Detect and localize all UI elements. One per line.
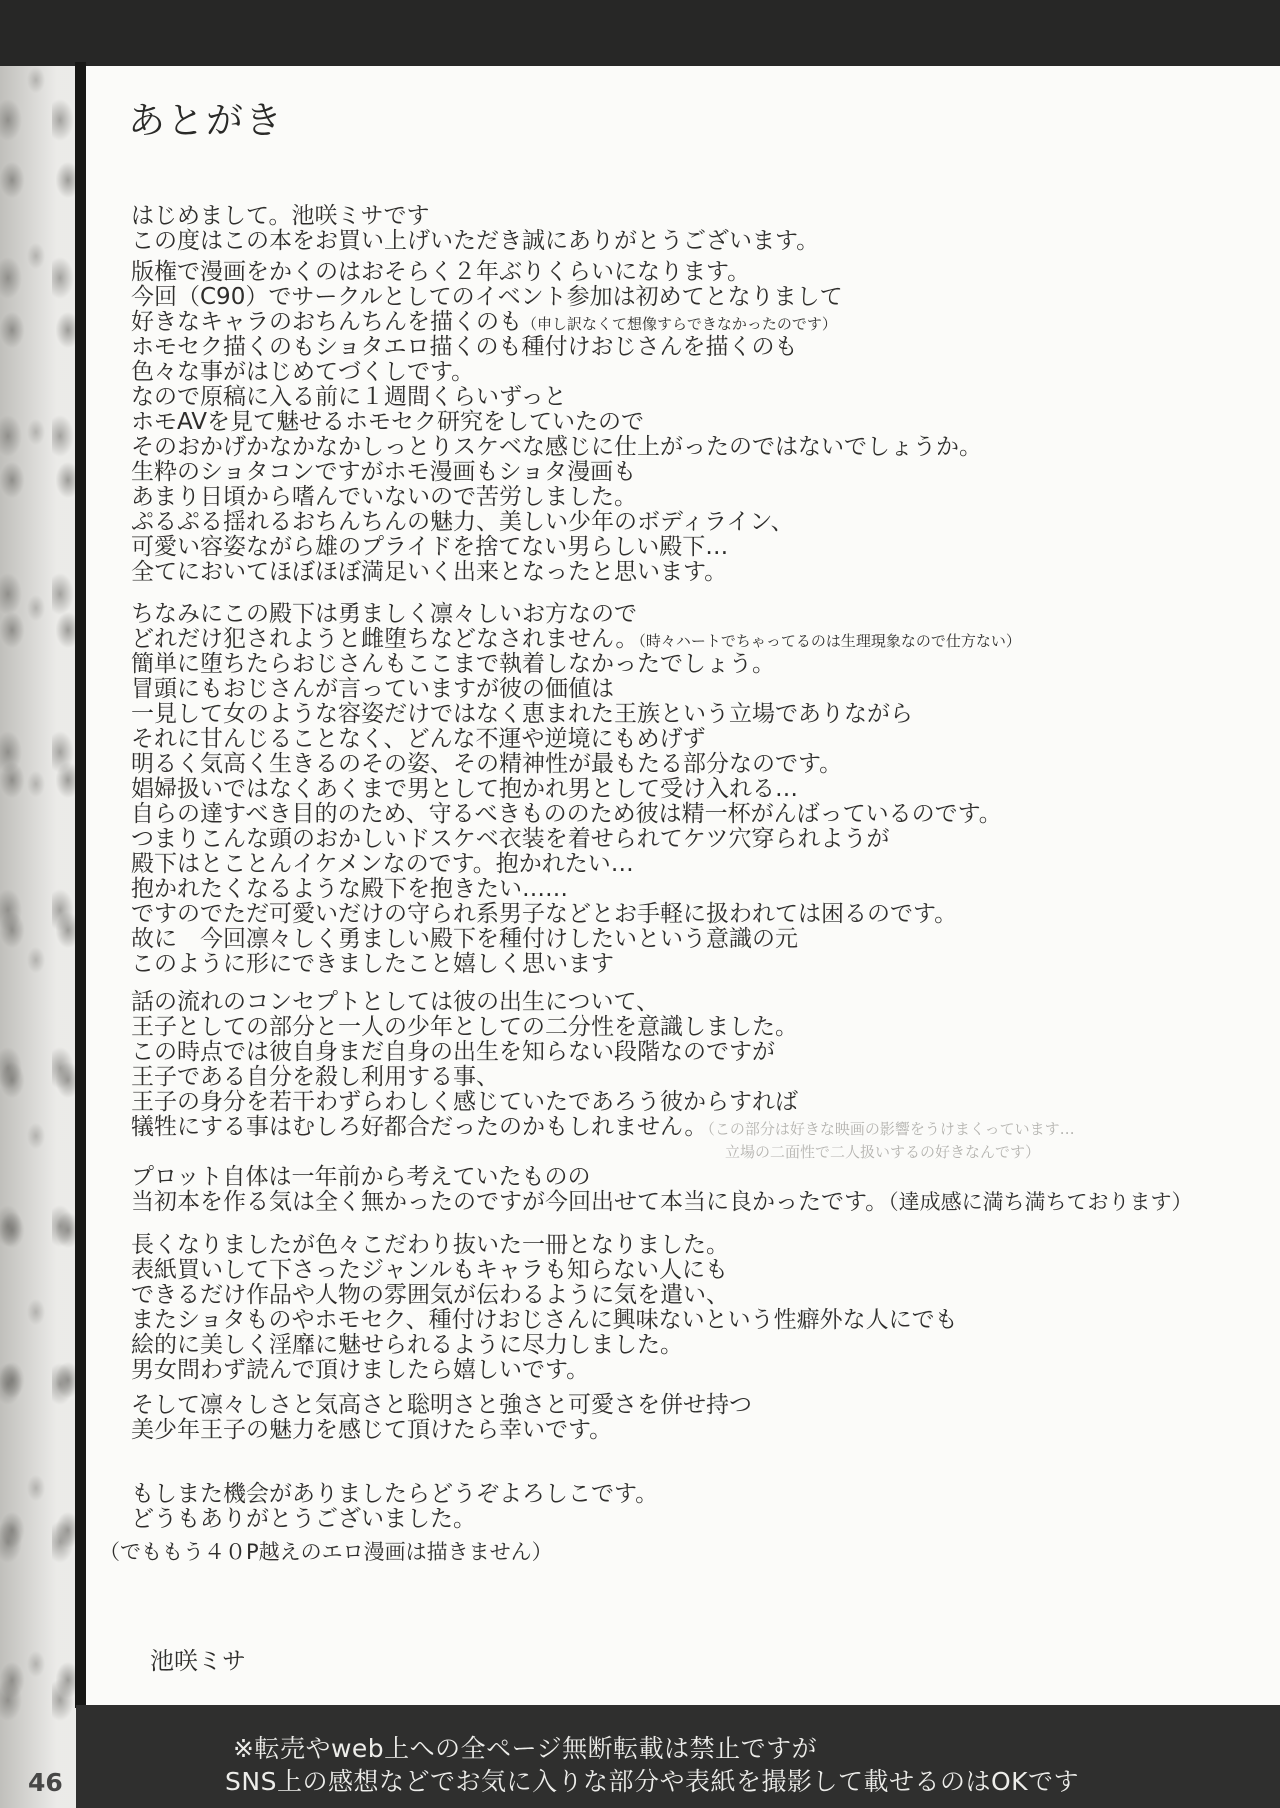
text-line: 簡単に堕ちたらおじさんもここまで執着しなかったでしょう。 xyxy=(131,651,775,677)
author-signature: 池咲ミサ xyxy=(150,1647,246,1675)
text-line: 生粋のショタコンですがホモ漫画もショタ漫画も xyxy=(131,459,637,485)
text-line: 版権で漫画をかくのはおそらく２年ぶりくらいになります。 xyxy=(131,259,751,285)
footer-notice-line: SNS上の感想などでお気に入りな部分や表紙を撮影して載せるのはOKです xyxy=(225,1767,1080,1796)
text-line: 話の流れのコンセプトとしては彼の出生について、 xyxy=(131,989,660,1015)
paragraph-greeting xyxy=(131,204,819,254)
text-line: 明るく気高く生きるのその姿、その精神性が最もたる部分なのです。 xyxy=(131,751,843,777)
text-line: この度はこの本をお買い上げいただき誠にありがとうございます。 xyxy=(131,228,820,254)
text-segment: 好きなキャラのおちんちんを描くのも xyxy=(131,309,522,335)
text-line: この時点では彼自身まだ自身の出生を知らない段階なのですが xyxy=(131,1039,775,1065)
text-line: つまりこんな頭のおかしいドスケベ衣装を着せられてケツ穴穿られようが xyxy=(131,826,890,852)
paragraph-charm xyxy=(131,1393,752,1443)
paragraph-closing xyxy=(99,1481,659,1565)
paragraph-book-effort xyxy=(131,1233,958,1383)
text-line: できるだけ作品や人物の雰囲気が伝わるように気を遣い、 xyxy=(131,1282,729,1308)
text-line: ちなみにこの殿下は勇ましく凛々しいお方なので xyxy=(131,601,637,627)
text-line: 男女問わず読んで頂けましたら嬉しいです。 xyxy=(131,1357,590,1383)
paragraph-firsts xyxy=(131,260,982,585)
text-line: 自らの達すべき目的のため、守るべきもののため彼は精一杯がんばっているのです。 xyxy=(131,801,1002,827)
text-line xyxy=(131,1190,1192,1215)
text-line: 美少年王子の魅力を感じて頂けたら幸いです。 xyxy=(131,1417,613,1443)
page-title: あとがき xyxy=(128,99,284,142)
text-line xyxy=(131,627,1021,652)
inline-faint-note: （この部分は好きな映画の影響をうけまくっています… xyxy=(707,1120,1075,1138)
paragraph-plot xyxy=(131,1165,1192,1215)
page-edge-texture xyxy=(0,0,76,1808)
text-line: どうもありがとうございました。 xyxy=(131,1506,476,1532)
text-line: 可愛い容姿ながら雄のプライドを捨てない男らしい殿下… xyxy=(131,534,729,560)
text-line: プロット自体は一年前から考えていたものの xyxy=(131,1164,591,1190)
paragraph-concept xyxy=(131,990,1075,1165)
text-line: ですのでただ可愛いだけの守られ系男子などとお手軽に扱われては困るのです。 xyxy=(131,901,958,927)
text-line: 色々な事がはじめてづくしです。 xyxy=(131,359,475,385)
text-line: そして凛々しさと気高さと聡明さと強さと可愛さを併せ持つ xyxy=(131,1392,752,1418)
text-line: 王子としての部分と一人の少年としての二分性を意識しました。 xyxy=(131,1014,798,1040)
text-line: 一見して女のような容姿だけではなく恵まれた王族という立場でありながら xyxy=(131,701,913,727)
inline-note: （達成感に満ち満ちております） xyxy=(888,1190,1193,1214)
text-line: 殿下はとことんイケメンなのです。抱かれたい… xyxy=(131,851,634,877)
text-line: 冒頭にもおじさんが言っていますが彼の価値は xyxy=(131,676,614,702)
text-line: そのおかげかなかなかしっとりスケベな感じに仕上がったのではないでしょうか。 xyxy=(131,434,982,460)
text-line: 表紙買いして下さったジャンルもキャラも知らない人にも xyxy=(131,1257,728,1283)
paragraph-about-prince xyxy=(131,602,1021,977)
page-left-border xyxy=(75,62,86,1708)
text-line: 抱かれたくなるような殿下を抱きたい…… xyxy=(131,876,568,902)
text-line: 王子である自分を殺し利用する事、 xyxy=(131,1064,499,1090)
text-line: このように形にできましたこと嬉しく思います xyxy=(131,951,614,977)
text-segment: 犠牲にする事はむしろ好都合だったのかもしれません。 xyxy=(131,1114,708,1140)
text-segment: どれだけ犯されようと雌堕ちなどなされません。 xyxy=(131,626,639,652)
footer-notice-line: ※転売やweb上への全ページ無断転載は禁止ですが xyxy=(233,1734,818,1763)
text-line xyxy=(131,310,982,335)
text-line: はじめまして。池咲ミサです xyxy=(131,203,430,229)
text-line: 全てにおいてほぼほぼ満足いく出来となったと思います。 xyxy=(131,559,728,585)
text-line: あまり日頃から嗜んでいないので苦労しました。 xyxy=(131,484,637,510)
page-number: 46 xyxy=(28,1768,63,1797)
text-line: もしまた機会がありましたらどうぞよろしこです。 xyxy=(131,1481,659,1507)
faint-note-line: 立場の二面性で二人扱いするの好きなんです） xyxy=(725,1143,1041,1161)
text-line: またショタものやホモセク、種付けおじさんに興味ないという性癖外な人にでも xyxy=(131,1307,958,1333)
text-line: 娼婦扱いではなくあくまで男として抱かれ男として受け入れる… xyxy=(131,776,798,802)
text-line: ぷるぷる揺れるおちんちんの魅力、美しい少年のボディライン、 xyxy=(131,509,794,535)
inline-note: （申し訳なくて想像すらできなかったのです） xyxy=(522,315,837,333)
text-line: 故に 今回凛々しく勇ましい殿下を種付けしたいという意識の元 xyxy=(131,926,798,952)
text-line: 今回（C90）でサークルとしてのイベント参加は初めてとなりまして xyxy=(131,284,843,310)
footer-notice-band xyxy=(76,1705,1280,1808)
text-line: ホモAVを見て魅せるホモセク研究をしていたので xyxy=(131,409,644,435)
text-line: それに甘んじることなく、どんな不運や逆境にもめげず xyxy=(131,726,706,752)
text-line: 絵的に美しく淫靡に魅せられるように尽力しました。 xyxy=(131,1332,683,1358)
text-line xyxy=(131,1115,1075,1140)
top-black-band xyxy=(0,0,1280,66)
text-segment: 当初本を作る気は全く無かったのですが今回出せて本当に良かったです。 xyxy=(131,1189,889,1215)
text-line: なので原稿に入る前に１週間くらいずっと xyxy=(131,384,567,410)
text-line: 長くなりましたが色々こだわり抜いた一冊となりました。 xyxy=(131,1232,729,1258)
text-line: 王子の身分を若干わずらわしく感じていたであろう彼からすれば xyxy=(131,1089,798,1115)
inline-note: （時々ハートでちゃってるのは生理現象なので仕方ない） xyxy=(638,632,1021,650)
small-note-line: （でももう４０P越えのエロ漫画は描きません） xyxy=(99,1540,553,1564)
text-line: ホモセク描くのもショタエロ描くのも種付けおじさんを描くのも xyxy=(131,334,798,360)
